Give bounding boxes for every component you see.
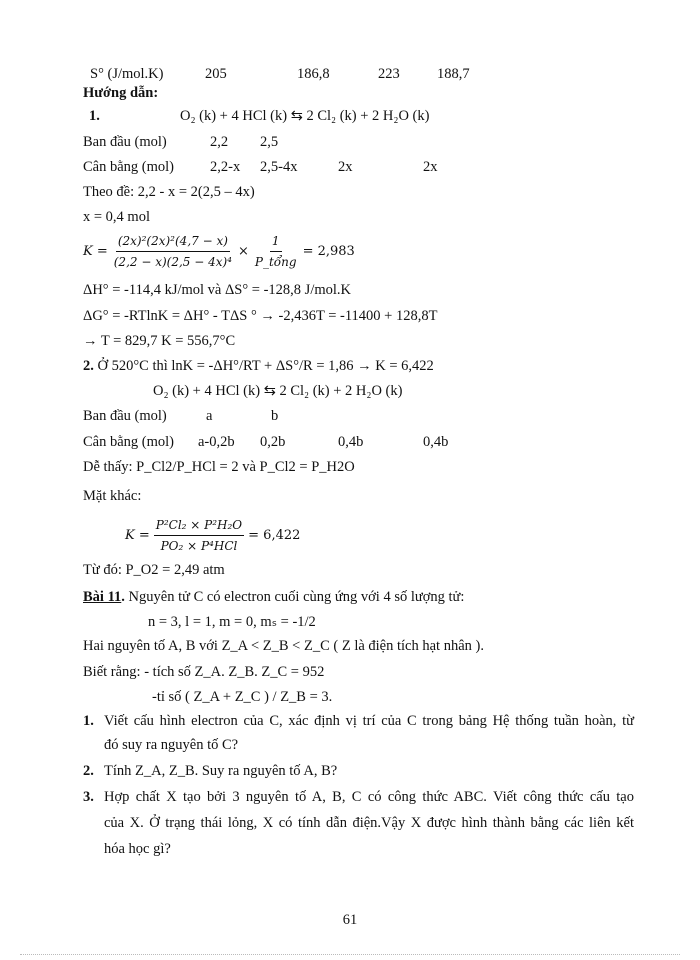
row-label: Ban đầu (mol) [83,408,167,424]
question-text: Hợp chất X tạo bởi 3 nguyên tố A, B, C có công thức ABC. Viết công thức cấu tạo [104,789,634,805]
cell: 2x [338,159,353,175]
cell: a-0,2b [198,434,235,450]
cell: 2,2-x [210,159,241,175]
fraction-numerator: (2x)²(2x)²(4,7 − x) [116,232,230,252]
value-cl2: 223 [378,66,400,82]
exercise-title: Bài 11 [83,589,122,605]
formula-lhs: K = [125,527,150,543]
fraction-denominator: (2,2 − x)(2,5 − 4x)⁴ [113,255,232,269]
t-result-line: → T = 829,7 K = 556,7°C [83,333,236,349]
question-text-cont: hóa học gì? [104,841,171,857]
cell: 0,2b [260,434,286,450]
value-hcl: 186,8 [297,66,330,82]
question-text: Viết cấu hình electron của C, xác định vị trí của C trong bảng Hệ thống tuần hoàn, từ [104,713,634,729]
two-elements-line: Hai nguyên tố A, B với Z_A < Z_B < Z_C ( Z là điện tích hạt nhân ). [83,638,484,654]
formula-result: = 2,983 [302,243,355,259]
question-number: 2. [83,763,94,779]
cell: 2,5 [260,134,279,150]
dh-ds-line: ΔH° = -114,4 kJ/mol và ΔS° = -128,8 J/mol.K [83,282,351,298]
page-number: 61 [342,912,358,928]
part-number: 2. [83,358,94,374]
cell: 2x [423,159,438,175]
question-number: 3. [83,789,94,805]
cell: 0,4b [423,434,449,450]
ti-so-line: -tỉ số ( Z_A + Z_C ) / Z_B = 3. [152,689,333,705]
part2-reaction: O₂ (k) + 4 HCl (k) ⇆ 2 Cl₂ (k) + 2 H₂O (k) [153,383,403,399]
question-text-cont: đó suy ra nguyên tố C? [104,737,239,753]
mat-khac-line: Mặt khác: [83,488,142,504]
theo-de-line: Theo đề: 2,2 - x = 2(2,5 – 4x) [83,184,255,200]
biet-rang-line: Biết rằng: - tích số Z_A. Z_B. Z_C = 952 [83,664,325,680]
cell: a [206,408,213,424]
row-label: Cân bằng (mol) [83,159,175,175]
formula-lhs: K = [83,243,108,259]
cell: 0,4b [338,434,364,450]
page-break-divider [20,954,680,955]
row-label: S° (J/mol.K) [90,66,164,82]
dg-line: ΔG° = -RTlnK = ΔH° - TΔS ° → -2,436T = -11400 + 128,8T [83,308,438,324]
lnk-text: Ở 520°C thì lnK = -ΔH°/RT + ΔS°/R = 1,86 → K = 6,422 [97,358,434,374]
value-h2o: 188,7 [437,66,470,82]
bai11-intro-line: Bài 11. Nguyên tử C có electron cuối cùng ứng với 4 số lượng tử: [83,589,465,605]
fraction-numerator: 1 [270,232,282,252]
fraction-denominator: PO₂ × P⁴HCl [160,539,238,553]
de-thay-line: Dễ thấy: P_Cl2/P_HCl = 2 và P_Cl2 = P_H2O [83,459,355,475]
row-label: Cân bằng (mol) [83,434,175,450]
question-text-cont: của X. Ở trạng thái lỏng, X có tính dẫn điện.Vậy X được hình thành bằng các liên kết [104,815,634,831]
quantum-numbers: n = 3, l = 1, m = 0, mₛ = -1/2 [148,614,316,630]
exercise-intro: Nguyên tử C có electron cuối cùng ứng với 4 số lượng tử: [128,589,465,605]
part2-lnk-line [83,357,434,375]
question-number: 1. [83,713,94,729]
guide-title: Hướng dẫn: [83,85,159,101]
row-label: Ban đầu (mol) [83,134,167,150]
cell: b [271,408,279,424]
reaction-equation: O₂ (k) + 4 HCl (k) ⇆ 2 Cl₂ (k) + 2 H₂O (k) [180,108,430,124]
question-text: Tính Z_A, Z_B. Suy ra nguyên tố A, B? [104,763,338,779]
value-o2: 205 [205,66,227,82]
k-formula-1 [83,232,355,271]
fraction-denominator: P_tổng [254,255,297,269]
part-number: 1. [89,108,100,124]
times-sign: × [238,243,249,259]
fraction-numerator: P²Cl₂ × P²H₂O [154,516,244,536]
x-value-line: x = 0,4 mol [83,209,150,225]
formula-result: = 6,422 [248,527,301,543]
cell: 2,2 [210,134,229,150]
k-formula-2 [125,516,300,555]
tu-do-line: Từ đó: P_O2 = 2,49 atm [83,562,225,578]
cell: 2,5-4x [260,159,298,175]
